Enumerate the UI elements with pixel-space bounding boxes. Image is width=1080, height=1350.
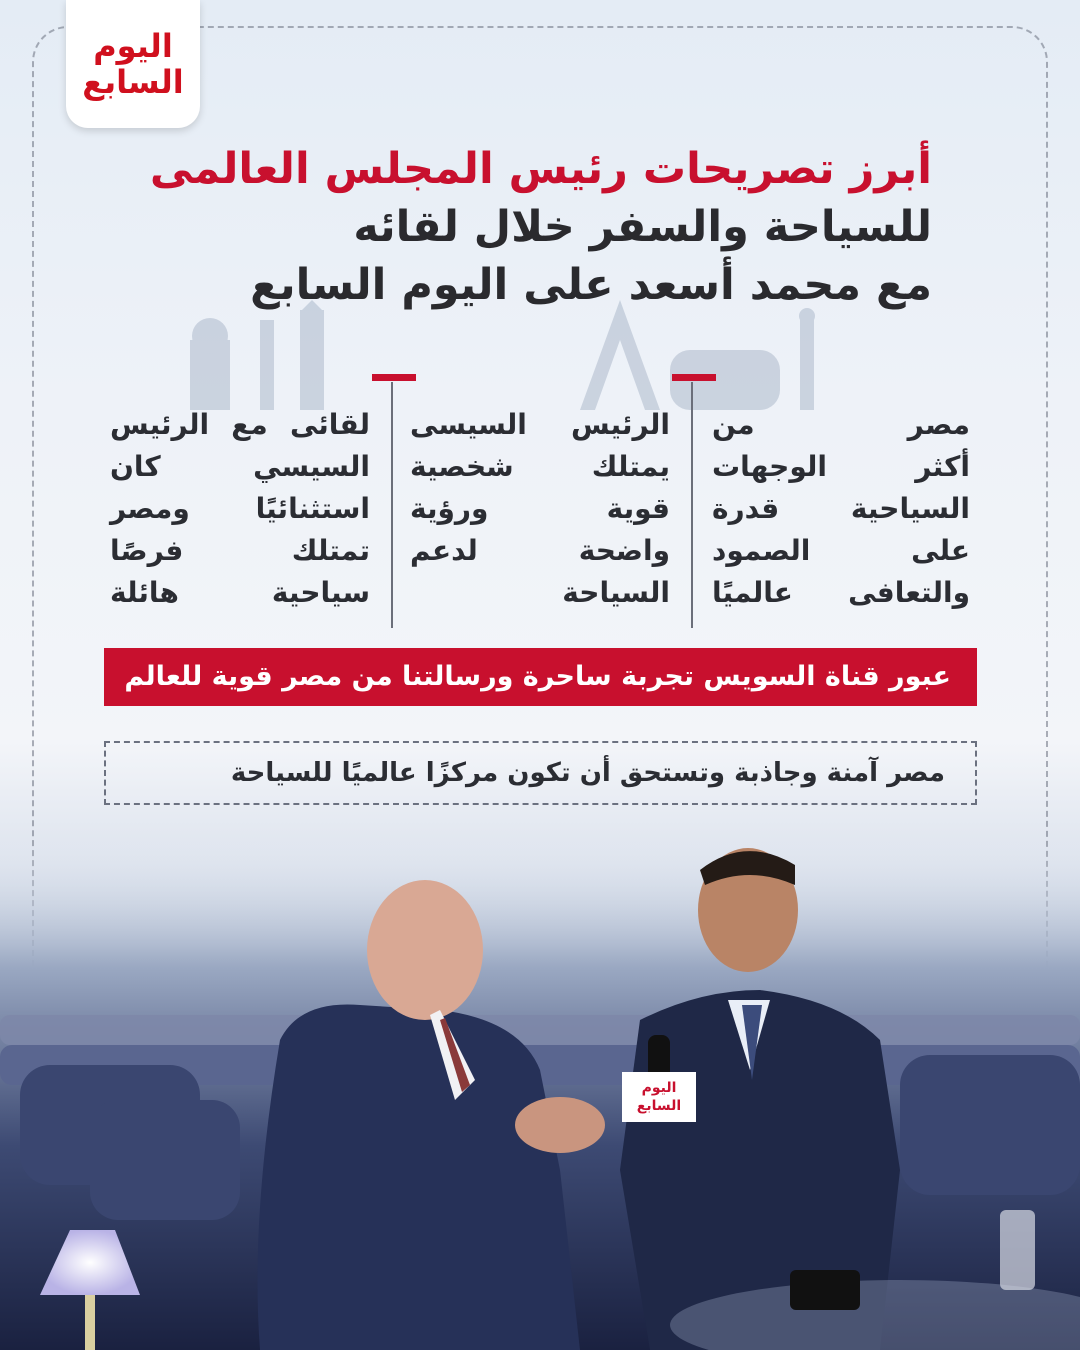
quote-line: السياحية قدرة (712, 492, 970, 525)
quote-column-2 (410, 404, 670, 614)
section-accent-bar (372, 374, 416, 381)
column-divider (691, 382, 693, 628)
quote-line: السيسي كان (110, 450, 370, 483)
quote-line: سياحية هائلة (110, 576, 370, 609)
brand-logo (66, 0, 200, 128)
headline-line3: مع محمد أسعد على اليوم السابع (250, 260, 932, 310)
quote-line: لقائى مع الرئيس (110, 408, 370, 441)
quote-line: أكثر الوجهات (712, 450, 970, 483)
quote-line: مصر من (712, 408, 970, 441)
quote-column-1 (712, 404, 970, 614)
quote-line: والتعافى عالميًا (712, 576, 970, 609)
headline-line2: للسياحة والسفر خلال لقائه (353, 202, 932, 252)
quote-line: واضحة لدعم (410, 534, 670, 567)
mic-flag-line1: اليوم (641, 1080, 677, 1096)
quote-line: يمتلك شخصية (410, 450, 670, 483)
quote-line: الرئيس السيسى (410, 408, 670, 441)
quote-line: تمتلك فرصًا (110, 534, 370, 567)
quote-line: استثنائيًا ومصر (110, 492, 370, 525)
quote-line: السياحة (562, 576, 670, 609)
logo-line1: اليوم (93, 27, 173, 65)
interview-photo-illustration (0, 840, 1080, 1350)
section-accent-bar (672, 374, 716, 381)
column-divider (391, 382, 393, 628)
headline-line1: أبرز تصريحات رئيس المجلس العالمى (149, 144, 932, 194)
quote-line: قوية ورؤية (410, 492, 670, 525)
interview-photo (0, 840, 1080, 1350)
mic-flag-line2: السابع (636, 1098, 682, 1114)
highlight-banner-red: عبور قناة السويس تجربة ساحرة ورسالتنا من مصر قوية للعالم (104, 648, 977, 706)
quote-column-3 (110, 404, 370, 614)
quote-line: على الصمود (712, 534, 970, 567)
logo-line2: السابع (82, 63, 184, 101)
highlight-banner-dashed: مصر آمنة وجاذبة وتستحق أن تكون مركزًا عالميًا للسياحة (104, 741, 977, 805)
page-headline (132, 140, 932, 314)
